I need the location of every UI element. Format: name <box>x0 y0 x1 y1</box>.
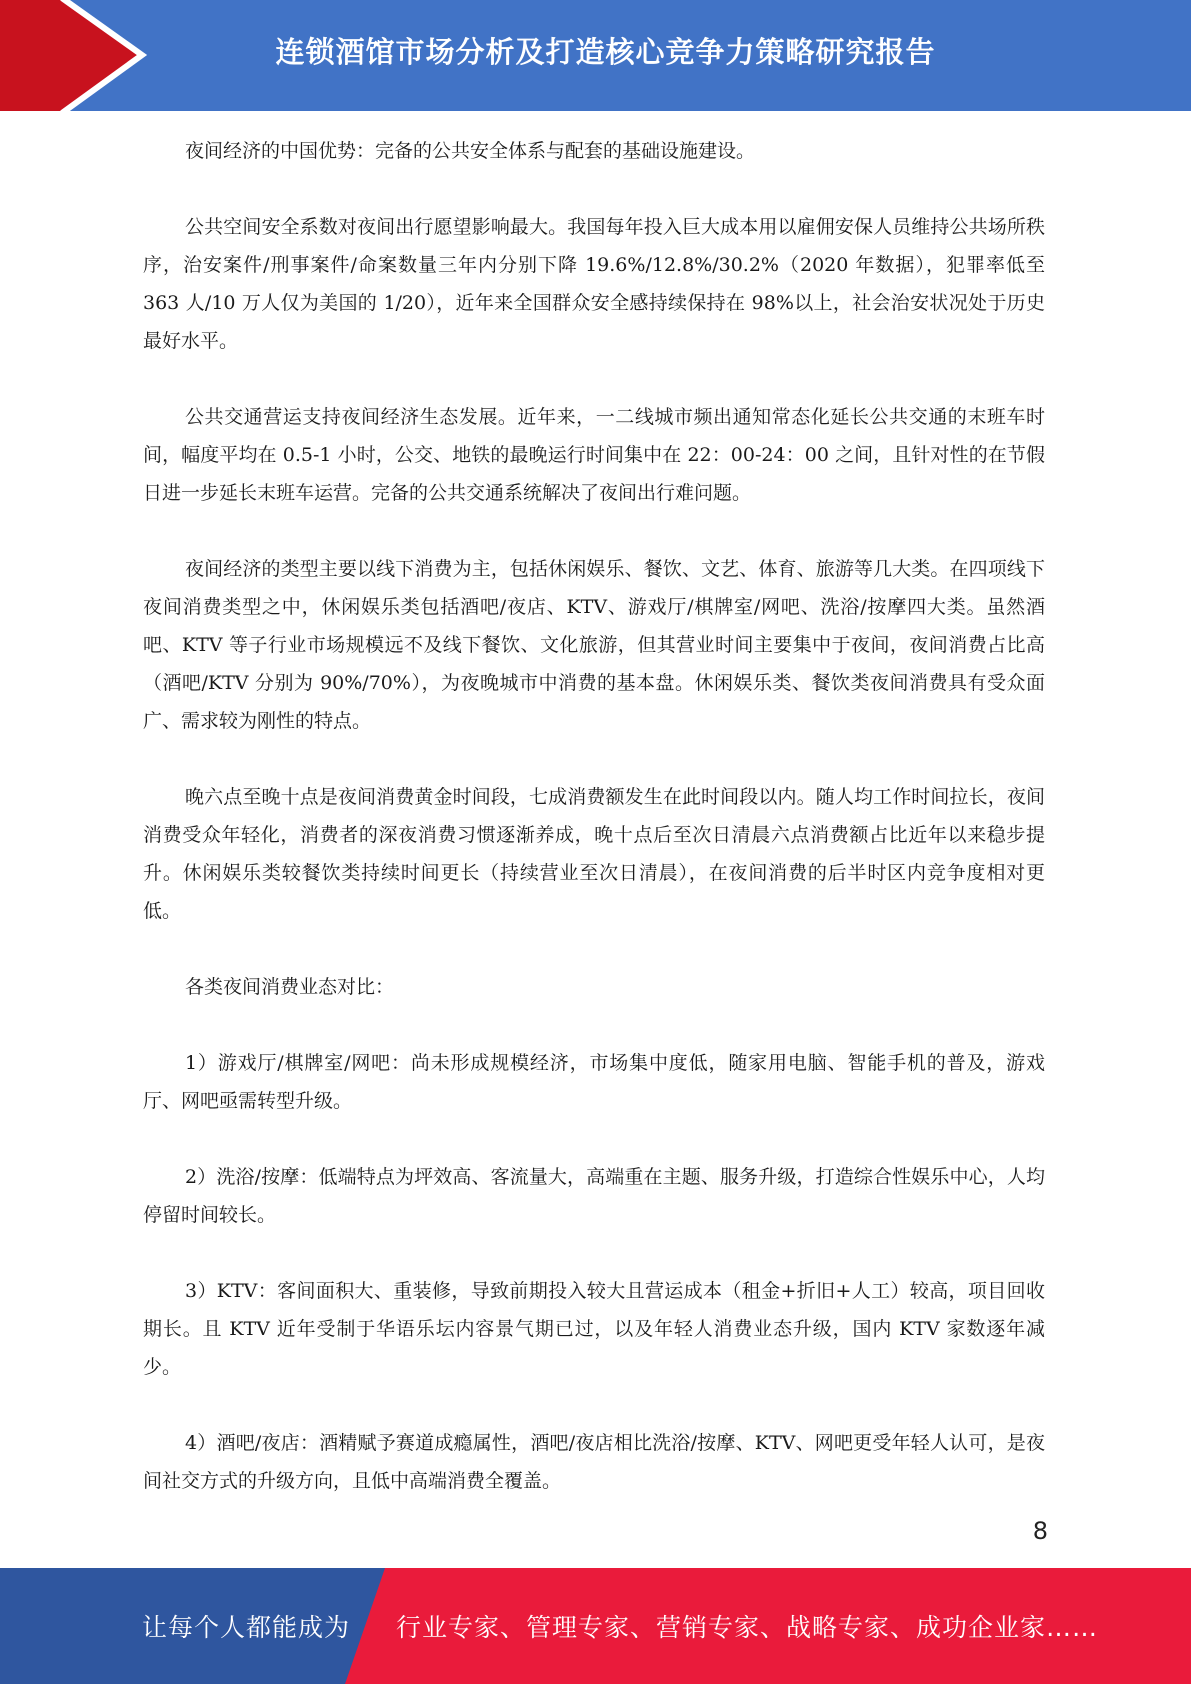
footer-slogan-right: 行业专家、管理专家、营销专家、战略专家、成功企业家…… <box>396 1613 1099 1642</box>
header-band <box>0 0 1191 111</box>
paragraph-golden-hours: 晚六点至晚十点是夜间消费黄金时间段，七成消费额发生在此时间段以内。随人均工作时间拉长，夜间消费受众年轻化，消费者的深夜消费习惯逐渐养成，晚十点后至次日清晨六点消费额占比近年以来稳步提升。休闲娱乐类较餐饮类持续时间更长（持续营业至次日清晨），在夜间消费的后半时区内竞争度相对更低。 <box>143 786 1045 922</box>
paragraph-item-bar: 4）酒吧/夜店：酒精赋予赛道成瘾属性，酒吧/夜店相比洗浴/按摩、KTV、网吧更受年轻人认可，是夜间社交方式的升级方向，且低中高端消费全覆盖。 <box>143 1432 1045 1492</box>
page-number: 8 <box>1032 1517 1048 1545</box>
paragraph-item-arcade: 1）游戏厅/棋牌室/网吧：尚未形成规模经济，市场集中度低，随家用电脑、智能手机的普及，游戏厅、网吧亟需转型升级。 <box>143 1052 1045 1112</box>
body-text <box>143 132 1045 1538</box>
paragraph-china-advantage: 夜间经济的中国优势：完备的公共安全体系与配套的基础设施建设。 <box>185 140 756 162</box>
paragraph-item-ktv: 3）KTV：客间面积大、重装修，导致前期投入较大且营运成本（租金+折旧+人工）较高，项目回收期长。且 KTV 近年受制于华语乐坛内容景气期已过，以及年轻人消费业态升级，国内 KTV 家数逐年减少。 <box>143 1280 1045 1378</box>
footer-band <box>0 1568 1191 1684</box>
footer-slogan-left: 让每个人都能成为 <box>142 1613 351 1642</box>
paragraph-night-economy-types: 夜间经济的类型主要以线下消费为主，包括休闲娱乐、餐饮、文艺、体育、旅游等几大类。在四项线下夜间消费类型之中，休闲娱乐类包括酒吧/夜店、KTV、游戏厅/棋牌室/网吧、洗浴/按摩四大类。虽然酒吧、KTV 等子行业市场规模远不及线下餐饮、文化旅游，但其营业时间主要集中于夜间，夜间消费占比高（酒吧/KTV 分别为 90%/70%），为夜晚城市中消费的基本盘。休闲娱乐类、餐饮类夜间消费具有受众面广、需求较为刚性的特点。 <box>143 558 1045 732</box>
paragraph-public-transport: 公共交通营运支持夜间经济生态发展。近年来，一二线城市频出通知常态化延长公共交通的末班车时间，幅度平均在 0.5-1 小时，公交、地铁的最晚运行时间集中在 22：00-24：00 之间，且针对性的在节假日进一步延长末班车运营。完备的公共交通系统解决了夜间出行难问题。 <box>143 406 1045 504</box>
report-title: 连锁酒馆市场分析及打造核心竞争力策略研究报告 <box>275 34 936 69</box>
paragraph-public-safety: 公共空间安全系数对夜间出行愿望影响最大。我国每年投入巨大成本用以雇佣安保人员维持公共场所秩序，治安案件/刑事案件/命案数量三年内分别下降 19.6%/12.8%/30.2%（2020 年数据），犯罪率低至 363 人/10 万人仅为美国的 1/20），近年来全国群众安全感持续保持在 98%以上，社会治安状况处于历史最好水平。 <box>143 216 1045 352</box>
paragraph-item-bathhouse: 2）洗浴/按摩：低端特点为坪效高、客流量大，高端重在主题、服务升级，打造综合性娱乐中心，人均停留时间较长。 <box>143 1166 1045 1226</box>
paragraph-comparison-heading: 各类夜间消费业态对比： <box>185 976 395 998</box>
chevron-arrow-icon <box>0 0 160 111</box>
